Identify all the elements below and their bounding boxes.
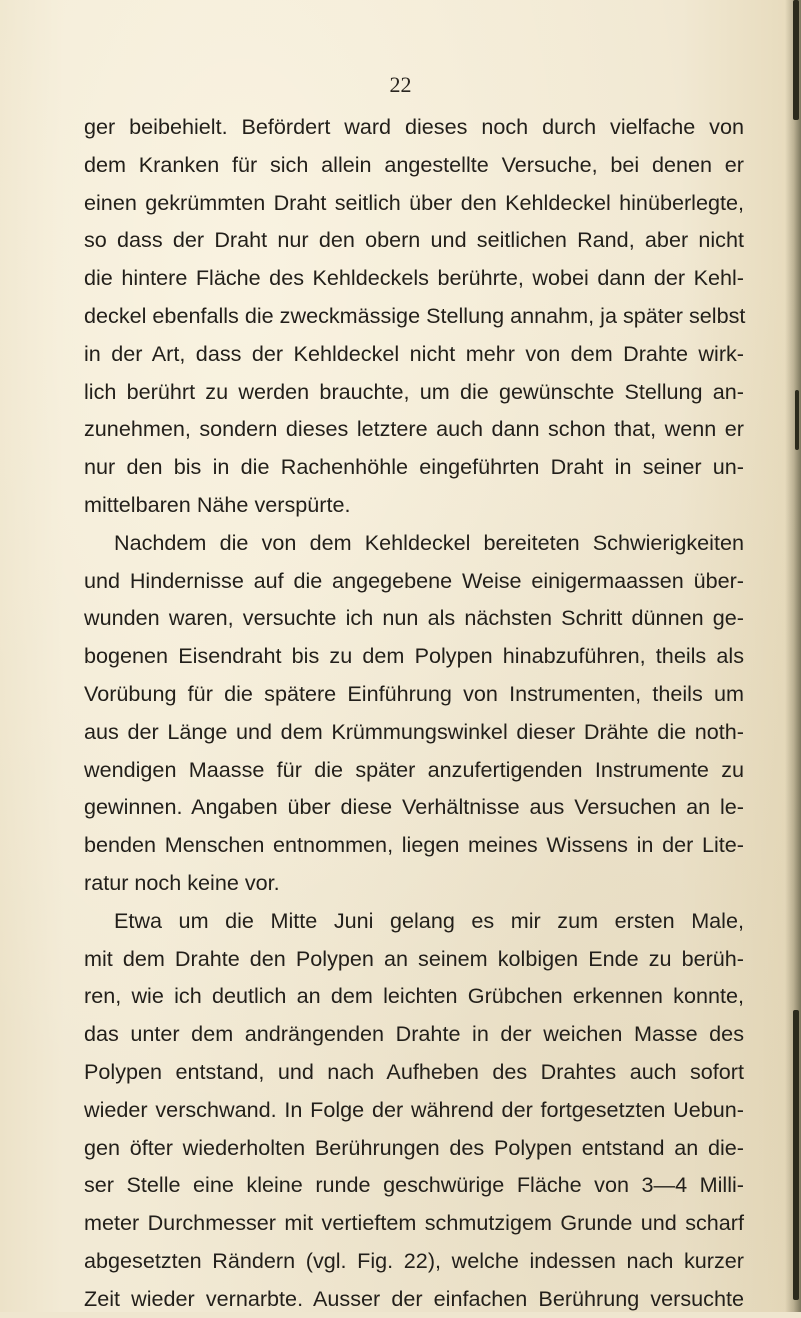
text-line: wunden waren, versuchte ich nun als nächsten Schritt dünnen ge-	[84, 605, 744, 631]
text-line: ser Stelle eine kleine runde geschwürige Fläche von 3—4 Milli-	[84, 1172, 744, 1198]
text-line: einen gekrümmten Draht seitlich über den Kehldeckel hinüberlegte,	[84, 189, 744, 215]
text-line: meter Durchmesser mit vertieftem schmutzigem Grunde und scharf	[84, 1210, 744, 1236]
text-line: lich berührt zu werden brauchte, um die gewünschte Stellung an-	[84, 378, 744, 404]
text-line: Vorübung für die spätere Einführung von Instrumenten, theils um	[84, 680, 744, 706]
text-line: gewinnen. Angaben über diese Verhältnisse aus Versuchen an le-	[84, 794, 744, 820]
text-line: wieder verschwand. In Folge der während der fortgesetzten Uebun-	[84, 1096, 744, 1122]
text-line: in der Art, dass der Kehldeckel nicht mehr von dem Drahte wirk-	[84, 340, 744, 366]
text-line: abgesetzten Rändern (vgl. Fig. 22), welche indessen nach kurzer	[84, 1247, 744, 1273]
text-line: nur den bis in die Rachenhöhle eingeführten Draht in seiner un-	[84, 454, 744, 480]
text-line: gen öfter wiederholten Berührungen des Polypen entstand an die-	[84, 1134, 744, 1160]
page-number: 22	[389, 72, 412, 97]
binding-mark	[793, 1010, 799, 1300]
text-line: mit dem Drahte den Polypen an seinem kolbigen Ende zu berüh-	[84, 945, 744, 971]
binding-mark	[793, 0, 799, 120]
binding-mark	[795, 390, 799, 450]
text-line: wendigen Maasse für die später anzufertigenden Instrumente zu	[84, 756, 744, 782]
text-line: dem Kranken für sich allein angestellte Versuche, bei denen er	[84, 151, 744, 177]
text-line: bogenen Eisendraht bis zu dem Polypen hinabzuführen, theils als	[84, 643, 744, 669]
text-line: so dass der Draht nur den obern und seitlichen Rand, aber nicht	[84, 227, 744, 253]
text-line: zunehmen, sondern dieses letztere auch dann schon that, wenn er	[84, 416, 744, 442]
text-line: Etwa um die Mitte Juni gelang es mir zum ersten Male,	[114, 907, 744, 933]
text-line: Polypen entstand, und nach Aufheben des Drahtes auch sofort	[84, 1058, 744, 1084]
text-line: Zeit wieder vernarbte. Ausser der einfachen Berührung versuchte	[84, 1285, 744, 1311]
text-line: das unter dem andrängenden Drahte in der weichen Masse des	[84, 1021, 744, 1047]
text-line: die hintere Fläche des Kehldeckels berührte, wobei dann der Kehl-	[84, 265, 744, 291]
text-line: Nachdem die von dem Kehldeckel bereiteten Schwierigkeiten	[114, 529, 744, 555]
text-line: ratur noch keine vor.	[84, 869, 280, 895]
text-line: und Hindernisse auf die angegebene Weise einigermaassen über-	[84, 567, 744, 593]
text-line: ren, wie ich deutlich an dem leichten Grübchen erkennen konnte,	[84, 983, 744, 1009]
text-line: mittelbaren Nähe verspürte.	[84, 491, 351, 517]
body-text	[84, 108, 744, 1318]
text-line: ger beibehielt. Befördert ward dieses noch durch vielfache von	[84, 114, 744, 139]
text-line: deckel ebenfalls die zweckmässige Stellung annahm, ja später selbst	[84, 302, 746, 328]
text-line: aus der Länge und dem Krümmungswinkel dieser Drähte die noth-	[84, 718, 744, 744]
text-line: benden Menschen entnommen, liegen meines Wissens in der Lite-	[84, 832, 744, 858]
